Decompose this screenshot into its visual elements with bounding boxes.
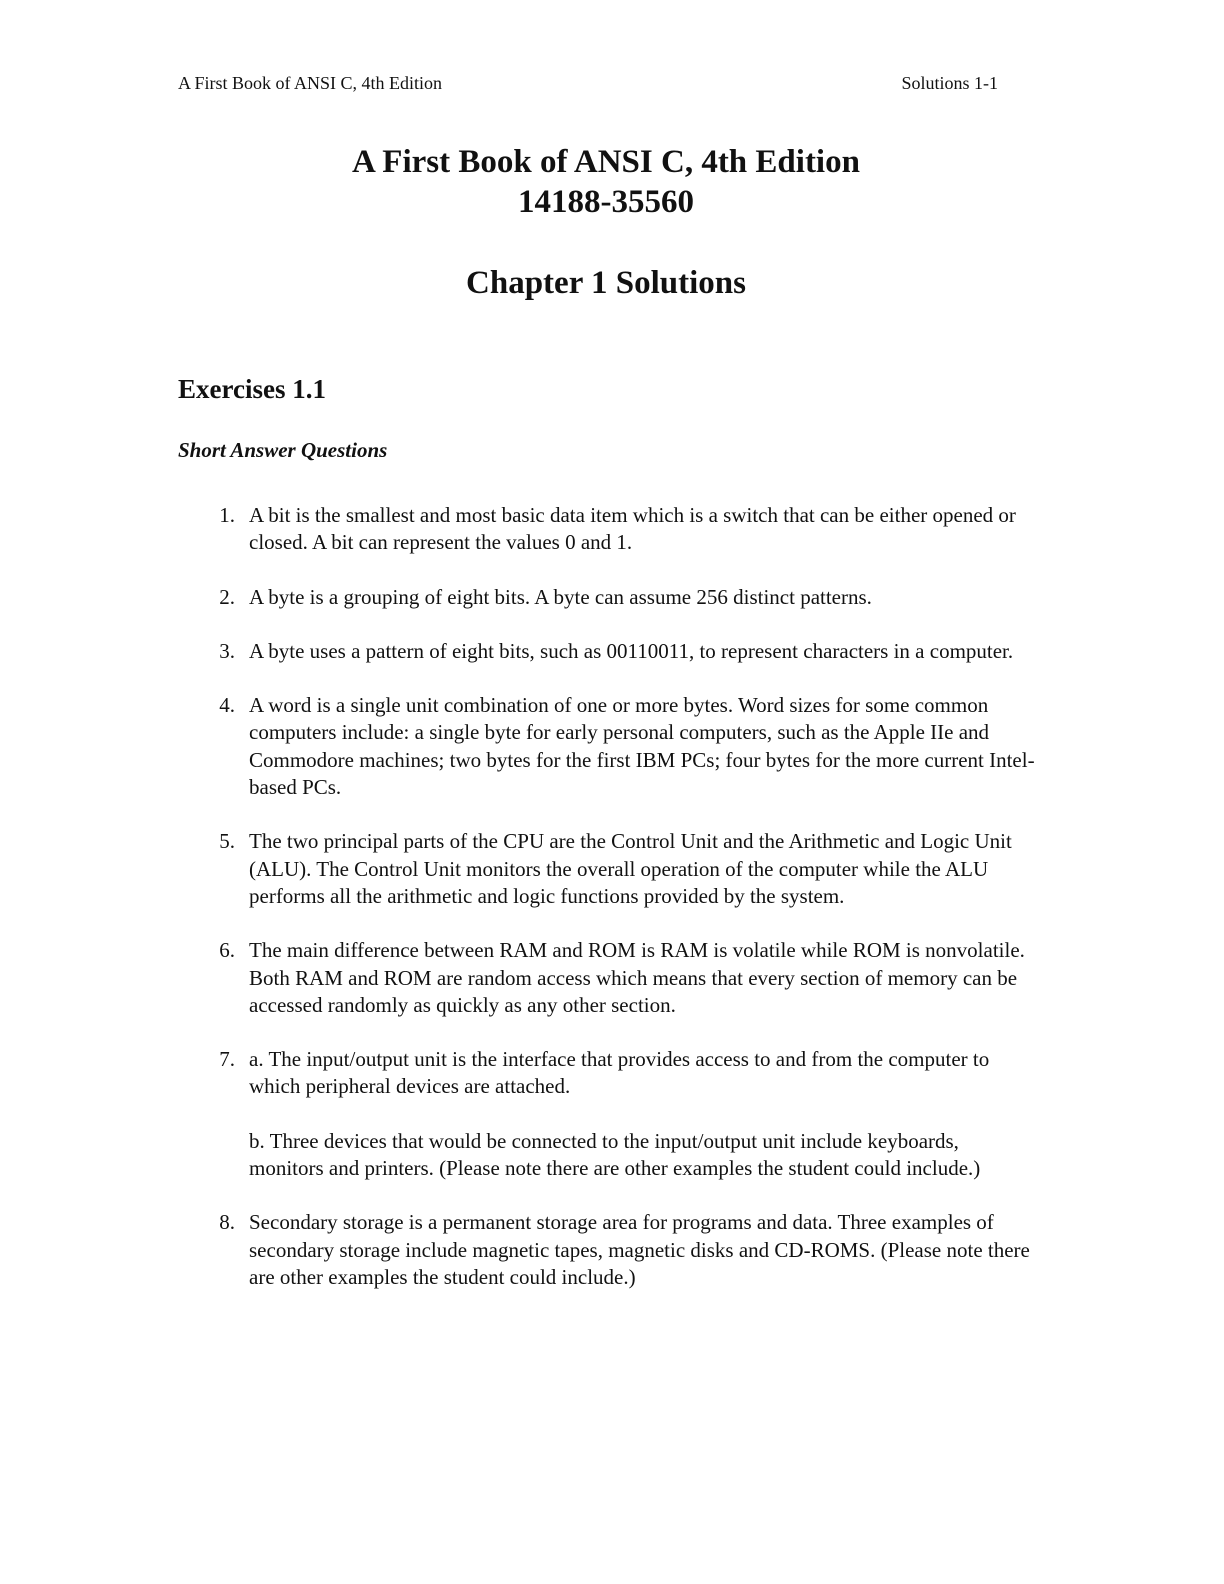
answer-number: 3. <box>219 638 235 663</box>
section-heading: Exercises 1.1 <box>178 374 326 404</box>
answer-item <box>205 502 1035 557</box>
answer-number: 2. <box>219 584 235 609</box>
answer-text-part-a: a. The input/output unit is the interface that provides access to and from the computer to which peripheral devices are attached. <box>249 1047 990 1099</box>
header-book-title: A First Book of ANSI C, 4th Edition <box>178 73 443 93</box>
answer-text: A byte is a grouping of eight bits. A byte can assume 256 distinct patterns. <box>249 584 872 609</box>
answer-number: 6. <box>219 938 235 963</box>
answer-list <box>205 502 1035 1318</box>
answer-number: 1. <box>219 503 235 527</box>
answer-number: 8. <box>219 1210 235 1235</box>
answer-item <box>205 692 1035 801</box>
answer-number: 5. <box>219 829 235 854</box>
answer-item <box>205 1046 1035 1182</box>
answer-text: A byte uses a pattern of eight bits, such as 00110011, to represent characters in a computer. <box>249 638 1014 663</box>
answer-text: Secondary storage is a permanent storage area for programs and data. Three examples of secondary storage include magnetic tapes, magnetic disks and CD-ROMS. (Please note there are other examples the student could include.) <box>249 1210 1030 1289</box>
answer-item <box>205 937 1035 1019</box>
answer-item <box>205 584 1035 611</box>
answer-item <box>205 828 1035 910</box>
header-page-label: Solutions 1-1 <box>901 73 998 93</box>
answer-text-part-b: b. Three devices that would be connected to the input/output unit include keyboards, monitors and printers. (Please note there are other examples the student could include.) <box>249 1128 981 1181</box>
answer-item <box>205 1209 1035 1291</box>
answer-item <box>205 638 1035 665</box>
answer-text: The two principal parts of the CPU are the Control Unit and the Arithmetic and Logic Unit (ALU). The Control Unit monitors the overall operation of the computer while the ALU performs all the arithmetic and logic functions provided by the system. <box>249 829 1012 908</box>
answer-text: A word is a single unit combination of one or more bytes. Word sizes for some common computers include: a single byte for early personal computers, such as the Apple IIe and Commodore machines; two bytes for the first IBM PCs; four bytes for the more current Intel-based PCs. <box>249 693 1035 800</box>
document-title <box>0 142 1212 222</box>
book-isbn: 14188-35560 <box>518 184 694 220</box>
book-title: A First Book of ANSI C, 4th Edition <box>352 144 860 180</box>
answer-text: A bit is the smallest and most basic data item which is a switch that can be either opened or closed. A bit can represent the values 0 and 1. <box>249 503 1016 555</box>
answer-text: The main difference between RAM and ROM is RAM is volatile while ROM is nonvolatile. Both RAM and ROM are random access which means that every section of memory can be accessed randomly as quickly as any other section. <box>249 938 1025 1017</box>
answer-number: 4. <box>219 693 235 718</box>
chapter-title: Chapter 1 Solutions <box>466 265 746 301</box>
answer-number: 7. <box>219 1047 235 1072</box>
subsection-heading: Short Answer Questions <box>178 438 388 462</box>
